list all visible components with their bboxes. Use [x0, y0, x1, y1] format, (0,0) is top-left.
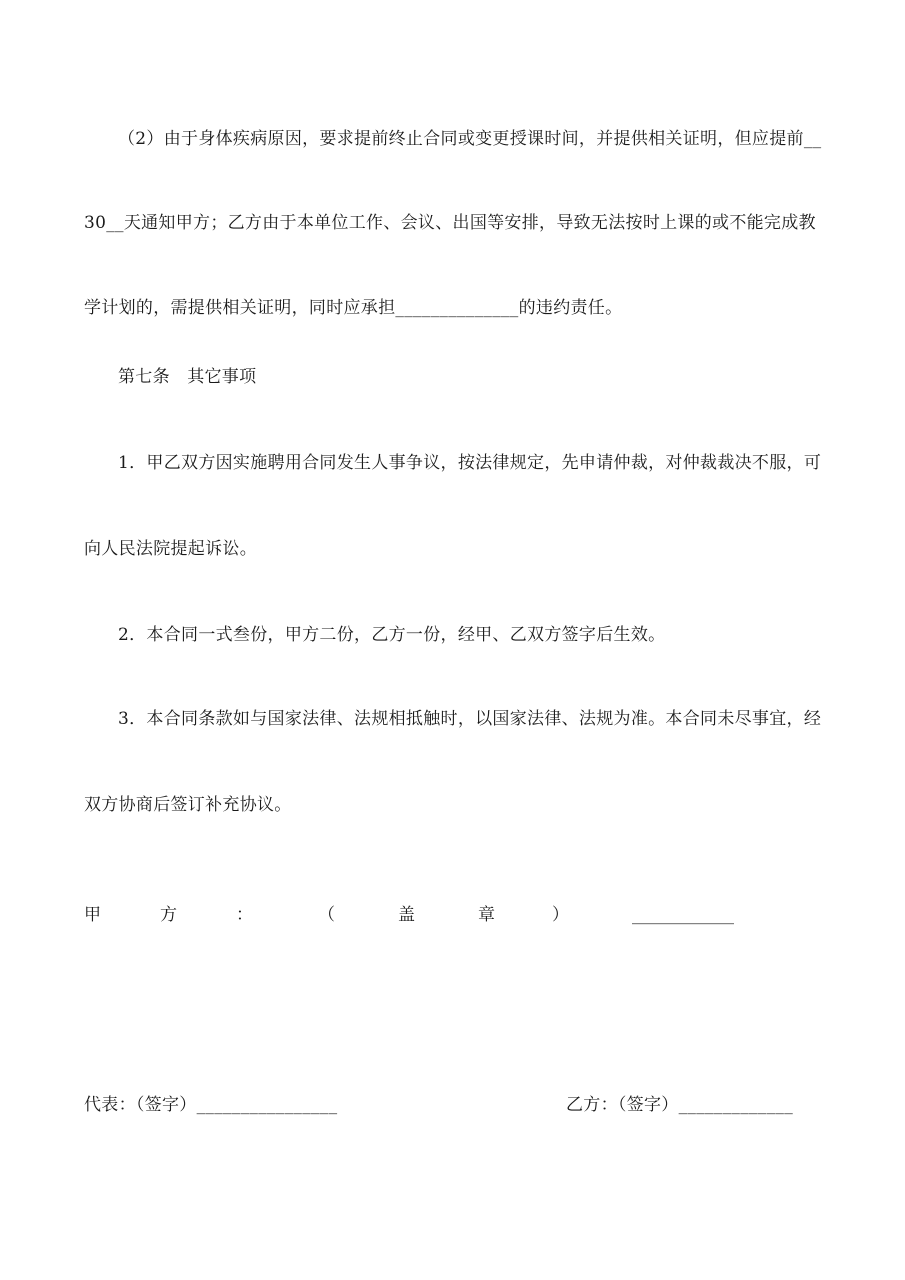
clause6-item2-line2: 30__天通知甲方；乙方由于本单位工作、会议、出国等安排，导致无法按时上课的或不能完成教 [84, 213, 816, 233]
representative-blank: ________________ [196, 1095, 338, 1115]
clause7-item3-line1: 3．本合同条款如与国家法律、法规相抵触时，以国家法律、法规为准。本合同未尽事宜，经 [118, 709, 822, 729]
party-a-char: 章 [478, 905, 495, 925]
party-a-char: 盖 [398, 905, 415, 925]
party-b-blank: _____________ [678, 1095, 794, 1115]
party-b-label: 乙方：（签字） [566, 1095, 679, 1115]
party-a-char: ： [236, 905, 253, 925]
clause7-item3-line2: 双方协商后签订补充协议。 [84, 795, 292, 815]
clause6-item2-line1: （2）由于身体疾病原因，要求提前终止合同或变更授课时间，并提供相关证明，但应提前__ [118, 129, 822, 149]
party-b-signature [566, 1094, 793, 1116]
representative-label: 代表：（签字） [84, 1095, 197, 1115]
party-a-char: 甲 [84, 905, 101, 925]
clause7-item2: 2．本合同一式叁份，甲方二份，乙方一份，经甲、乙双方签字后生效。 [118, 625, 666, 645]
party-a-char: ） [552, 905, 569, 925]
party-a-char: （ [318, 905, 335, 925]
party-a-signature-blank: ____________ [632, 905, 734, 925]
party-a-char: 方 [160, 905, 177, 925]
clause7-heading: 第七条 其它事项 [118, 367, 257, 387]
clause7-item1-line1: 1．甲乙双方因实施聘用合同发生人事争议，按法律规定，先申请仲裁，对仲裁裁决不服，可 [118, 453, 822, 473]
clause6-item2-line3: 学计划的，需提供相关证明，同时应承担______________的违约责任。 [84, 298, 623, 318]
representative-signature [84, 1094, 337, 1116]
clause7-item1-line2: 向人民法院提起诉讼。 [84, 539, 257, 559]
